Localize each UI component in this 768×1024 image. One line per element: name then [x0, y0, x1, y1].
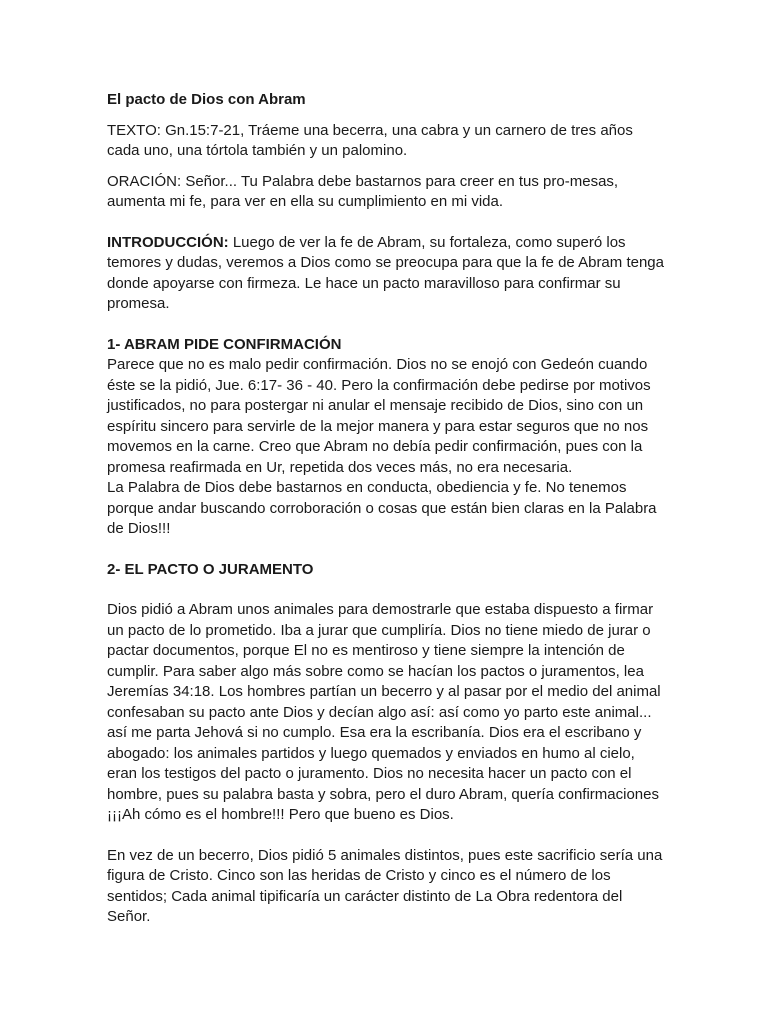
section2-paragraph: Dios pidió a Abram unos animales para demostrarle que estaba dispuesto a firmar un pacto de lo prometido. Iba a jurar que cumpliría. Dios no tiene miedo de jurar o pactar documentos, porque El no es mentiroso y tiene siempre la intención de cumplir. Para saber algo más sobre como se hacían los pactos o juramentos, lea Jeremías 34:18. Los hombres partían un becerro y al pasar por el medio del animal confesaban su pacto ante Dios y decían algo así: así como yo parto este animal... así me parta Jehová si no cumplo. Esa era la escribanía. Dios era el escribano y abogado: los animales partidos y luego quemados y enviados en humo al cielo, eran los testigos del pacto o juramento. Dios no necesita hacer un pacto con el hombre, pues su palabra basta y sobra, pero el duro Abram, quería confirmaciones ¡¡¡Ah cómo es el hombre!!! Pero que bueno es Dios. [107, 601, 661, 823]
section1-heading: 1- ABRAM PIDE CONFIRMACIÓN [107, 335, 342, 353]
section1-paragraph: Parece que no es malo pedir confirmación. Dios no se enojó con Gedeón cuando éste se la pidió, Jue. 6:17- 36 - 40. Pero la confirmación debe pedirse por motivos justificados, no para postergar ni anular el mensaje recibido de Dios, sino con un espíritu sincero para servirle de la mejor manera y para estar seguros que no nos movemos en la carne. Creo que Abram no debía pedir confirmación, pues con la promesa reafirmada en Ur, repetida dos veces más, no era necesaria. [107, 356, 651, 476]
document-title: El pacto de Dios con Abram [107, 91, 306, 108]
introduccion-paragraph [107, 233, 667, 315]
section1-paragraph: La Palabra de Dios debe bastarnos en conducta, obediencia y fe. No tenemos porque andar buscando corroboración o cosas que están bien claras en la Palabra de Dios!!! [107, 479, 657, 537]
section2-paragraph: En vez de un becerro, Dios pidió 5 animales distintos, pues este sacrificio sería una figura de Cristo. Cinco son las heridas de Cristo y cinco es el número de los sentidos; Cada animal tipificaría un carácter distinto de La Obra redentora del Señor. [107, 846, 663, 925]
introduccion-text: Luego de ver la fe de Abram, su fortaleza, como superó los temores y dudas, veremos a Dios como se preocupa para que la fe de Abram tenga donde apoyarse con firmeza. Le hace un pacto maravilloso para confirmar su promesa. [107, 233, 664, 312]
oracion-paragraph: ORACIÓN: Señor... Tu Palabra debe bastarnos para creer en tus pro-mesas, aumenta mi fe, para ver en ella su cumplimiento en mi vida. [107, 172, 619, 210]
texto-paragraph: TEXTO: Gn.15:7-21, Tráeme una becerra, una cabra y un carnero de tres años cada uno, una tórtola también y un palomino. [107, 121, 633, 159]
introduccion-label: INTRODUCCIÓN: [107, 233, 229, 251]
document-page [107, 90, 667, 928]
section2-heading: 2- EL PACTO O JURAMENTO [107, 560, 314, 578]
